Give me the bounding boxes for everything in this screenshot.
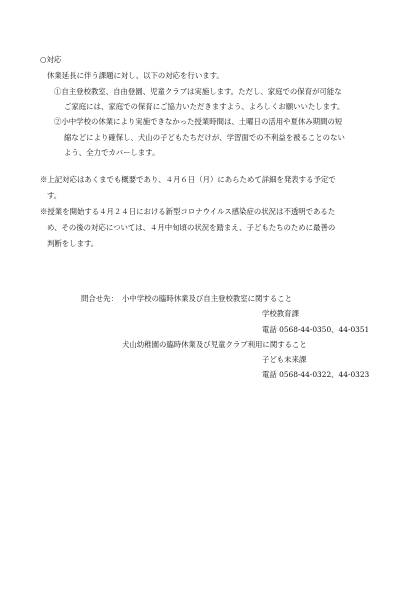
contact-2-phone: 電話 0568-44-0322、44-0323 [262,370,370,379]
contact-label: 問合せ先： [81,294,118,303]
intro-text: 休業延長に伴う課題に対し、以下の対応を行います。 [47,71,224,80]
note-1-line-2: す。 [47,191,62,200]
note-2-line-3: 判断をします。 [47,239,99,248]
contact-1-phone: 電話 0568-44-0350、44-0351 [262,325,370,334]
note-1-line-1: ※上記対応はあくまでも概要であり、４月６日（月）にあらためて詳細を発表する予定で [40,175,336,184]
item-2-line-2: 縮などにより確保し、犬山の子どもたちだけが、学習面での不利益を被ることのない [64,133,345,142]
item-2-line-1: ②小中学校の休業により実施できなかった授業時間は、土曜日の活用や夏休み期間の短 [54,117,343,126]
item-1-line-2: ご家庭には、家庭での保育にご協力いただきますよう、よろしくお願いいたします。 [64,102,345,111]
item-2-line-3: よう、全力でカバーします。 [64,148,160,157]
contact-1-subject: 小中学校の臨時休業及び自主登校教室に関すること [122,294,292,303]
contact-1-department: 学校教育課 [262,309,299,318]
contact-2-subject: 犬山幼稚園の臨時休業及び児童クラブ利用に関すること [122,340,307,349]
note-2-line-2: め、その後の対応については、４月中旬頃の状況を踏まえ、子どもたちのために最善の [47,223,336,232]
item-1-line-1: ①自主登校教室、自由登園、児童クラブは実施します。ただし、家庭での保育が可能な [54,87,342,96]
section-heading: ○対応 [40,55,62,64]
note-2-line-1: ※授業を開始する４月２４日における新型コロナウイルス感染症の状況は不透明であるた [40,207,336,216]
contact-2-department: 子ども未来課 [262,355,307,364]
